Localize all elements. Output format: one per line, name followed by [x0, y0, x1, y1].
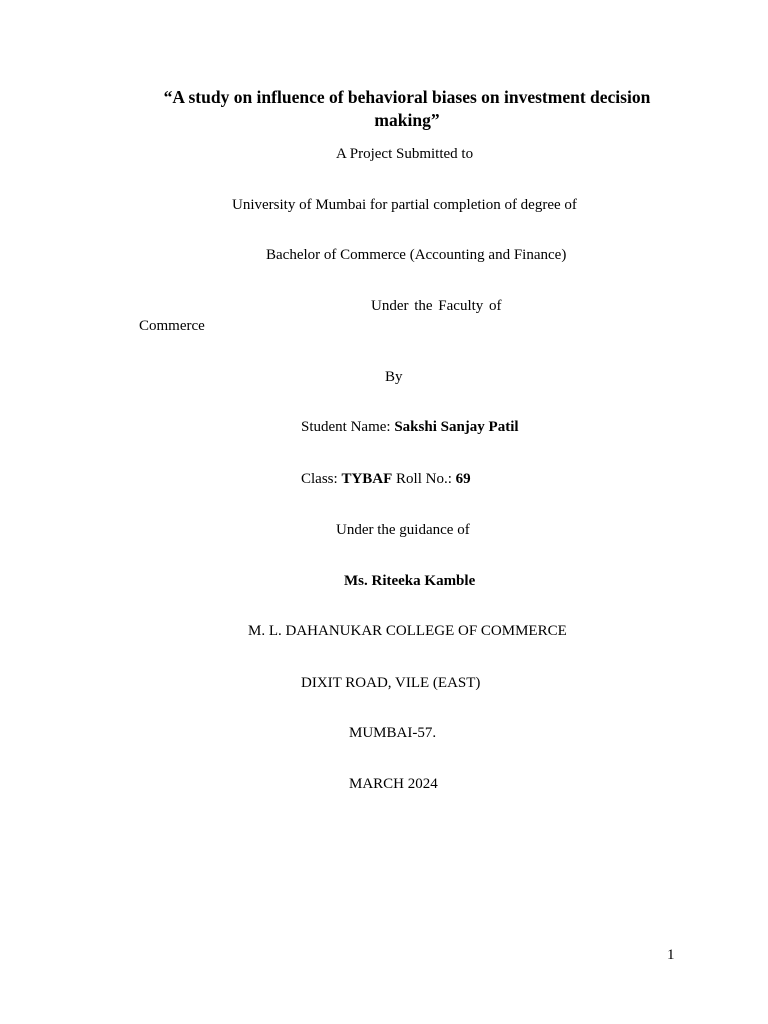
guide-name-text: Ms. Riteeka Kamble [344, 573, 476, 589]
by-text: By [385, 369, 403, 385]
faculty-prefix-text: Under the Faculty of [371, 298, 502, 314]
student-name-label: Student Name: [301, 419, 395, 435]
guidance-label-text: Under the guidance of [336, 522, 470, 538]
degree-text: Bachelor of Commerce (Accounting and Finance) [266, 247, 567, 263]
date-text: MARCH 2024 [349, 776, 438, 792]
class-roll-line [301, 470, 471, 488]
project-title: “A study on influence of behavioral biases on investment decision making” [163, 87, 651, 130]
page-number: 1 [667, 947, 675, 963]
roll-value: 69 [455, 471, 471, 487]
class-value: TYBAF [341, 471, 393, 487]
student-name-line [301, 418, 519, 436]
submitted-to-text: A Project Submitted to [336, 146, 474, 162]
university-text: University of Mumbai for partial completion of degree of [232, 197, 577, 213]
city-text: MUMBAI-57. [349, 725, 437, 741]
roll-label: Roll No.: [392, 471, 456, 487]
class-label: Class: [301, 471, 342, 487]
college-name-text: M. L. DAHANUKAR COLLEGE OF COMMERCE [248, 623, 567, 639]
faculty-name-text: Commerce [139, 318, 205, 334]
student-name-value: Sakshi Sanjay Patil [394, 419, 519, 435]
address-text: DIXIT ROAD, VILE (EAST) [301, 675, 481, 691]
